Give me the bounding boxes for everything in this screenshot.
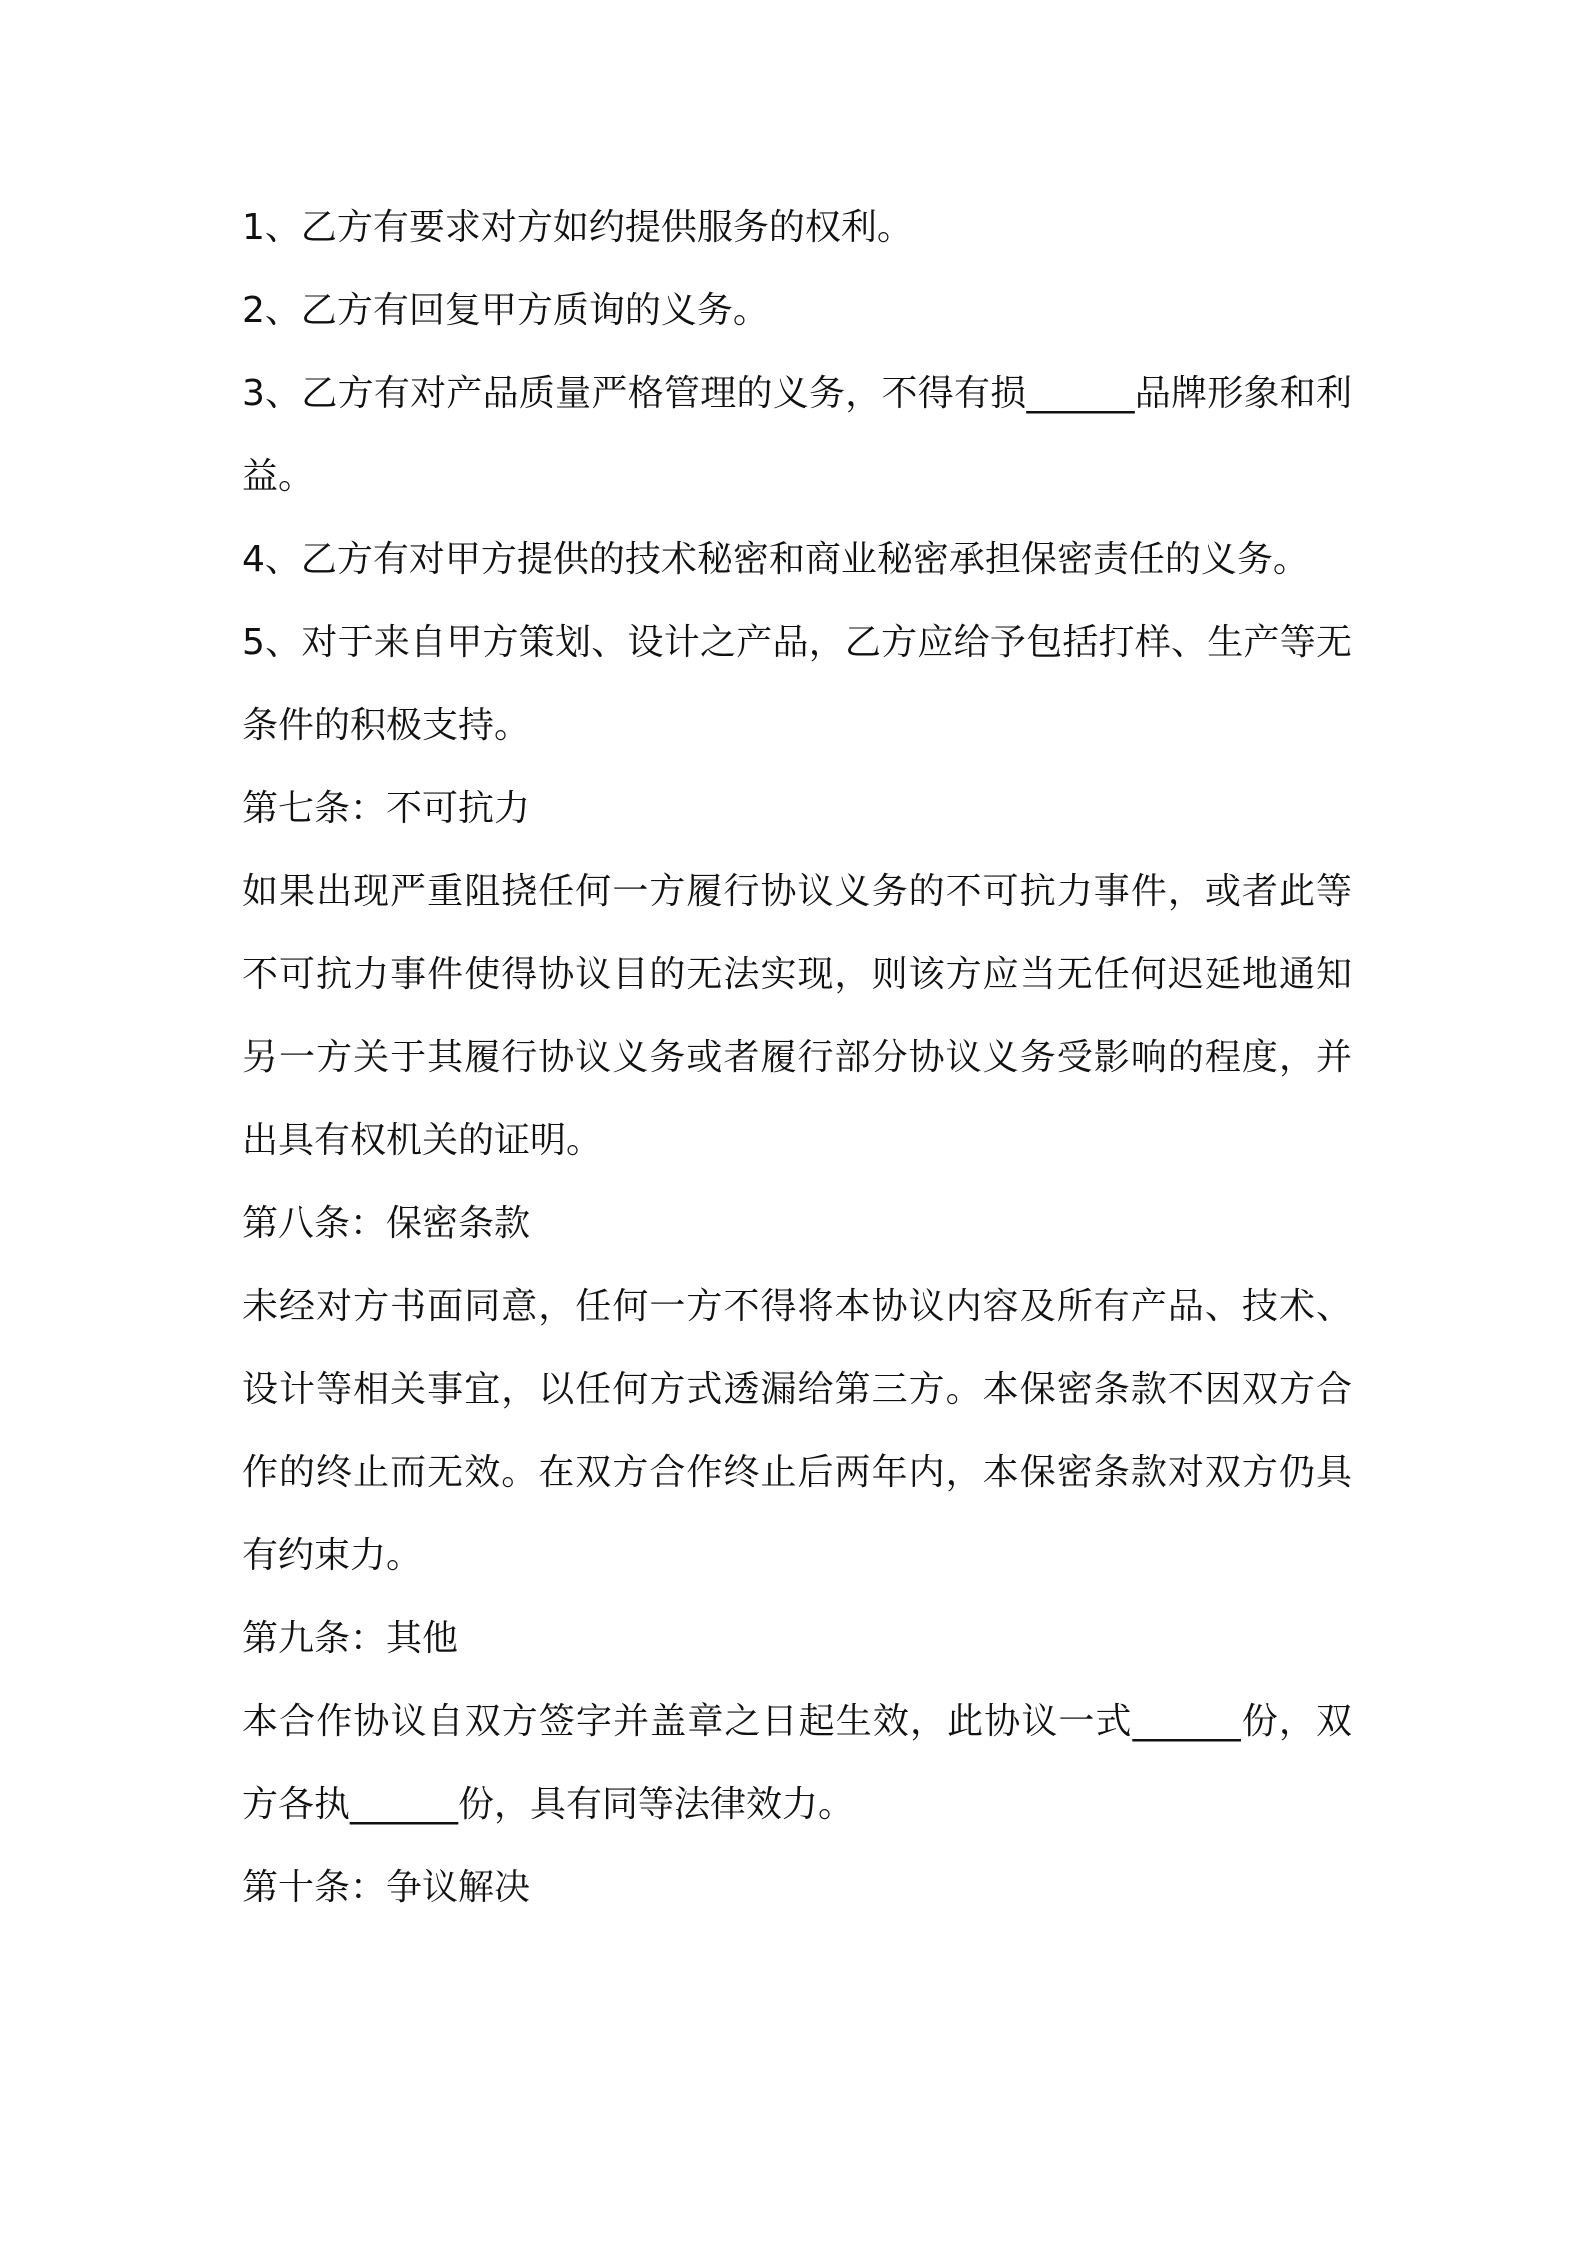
clause-item-3: 3、乙方有对产品质量严格管理的义务，不得有损______品牌形象和利益。 <box>242 373 1352 497</box>
article-10-heading: 第十条：争议解决 <box>242 1867 531 1908</box>
clause-item-2: 2、乙方有回复甲方质询的义务。 <box>242 290 769 331</box>
clause-item-5: 5、对于来自甲方策划、设计之产品，乙方应给予包括打样、生产等无条件的积极支持。 <box>242 622 1352 746</box>
clause-item-4: 4、乙方有对甲方提供的技术秘密和商业秘密承担保密责任的义务。 <box>242 539 1309 580</box>
article-7-heading: 第七条：不可抗力 <box>242 788 531 829</box>
article-9-heading: 第九条：其他 <box>242 1618 459 1659</box>
document-body <box>242 186 1352 1929</box>
article-9-body: 本合作协议自双方签字并盖章之日起生效，此协议一式______份，双方各执______份，具有同等法律效力。 <box>242 1701 1352 1825</box>
clause-item-1: 1、乙方有要求对方如约提供服务的权利。 <box>242 207 913 248</box>
article-8-heading: 第八条：保密条款 <box>242 1203 531 1244</box>
article-8-body: 未经对方书面同意，任何一方不得将本协议内容及所有产品、技术、设计等相关事宜，以任何方式透漏给第三方。本保密条款不因双方合作的终止而无效。在双方合作终止后两年内，本保密条款对双方仍具有约束力。 <box>242 1286 1352 1576</box>
article-7-body: 如果出现严重阻挠任何一方履行协议义务的不可抗力事件，或者此等不可抗力事件使得协议目的无法实现，则该方应当无任何迟延地通知另一方关于其履行协议义务或者履行部分协议义务受影响的程度，并出具有权机关的证明。 <box>242 871 1352 1161</box>
